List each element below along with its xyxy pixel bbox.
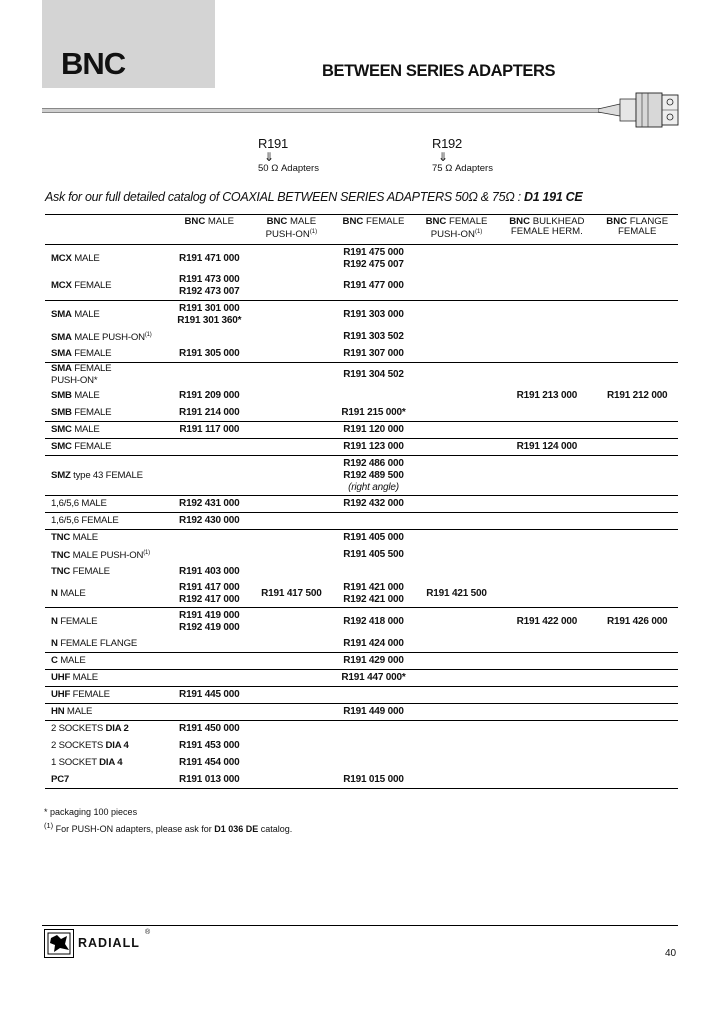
- part-number-cell: [167, 670, 252, 687]
- part-number-cell: R191 013 000: [167, 772, 252, 789]
- part-number-cell: [416, 653, 498, 670]
- series-r191: [258, 136, 319, 174]
- part-number-cell: R191 305 000: [167, 346, 252, 363]
- table-row: [45, 496, 678, 513]
- part-number-cell: [167, 704, 252, 721]
- series-r192: [432, 136, 493, 174]
- part-number-cell: [252, 346, 332, 363]
- part-number-cell: [252, 704, 332, 721]
- part-number-cell: [416, 636, 498, 653]
- connector-label: C MALE: [45, 653, 167, 670]
- part-number-cell: [497, 755, 596, 772]
- connector-label: TNC MALE: [51, 532, 98, 544]
- series-desc: 50 Ω Adapters: [258, 163, 319, 174]
- table-row: [45, 513, 678, 530]
- part-number-cell: [167, 439, 252, 456]
- connector-label: SMC FEMALE: [45, 439, 167, 456]
- part-number-cell: [596, 301, 678, 329]
- connector-label: SMA FEMALE PUSH-ON*: [51, 363, 112, 387]
- part-number-cell: [497, 564, 596, 581]
- table-row: [45, 422, 678, 439]
- part-number-cell: [497, 405, 596, 422]
- part-number-cell: R192 486 000 R192 489 500 (right angle): [331, 456, 416, 496]
- part-number-cell: [596, 273, 678, 301]
- part-number-cell: [416, 301, 498, 329]
- part-number-cell: [497, 772, 596, 789]
- part-number-cell: R191 123 000: [331, 439, 416, 456]
- connector-label: UHF FEMALE: [45, 687, 167, 704]
- part-number-cell: [252, 245, 332, 273]
- part-number-cell: R191 421 000 R192 421 000: [331, 581, 416, 608]
- part-number-cell: [497, 329, 596, 346]
- part-number-cell: [596, 653, 678, 670]
- table-row: [45, 273, 678, 301]
- part-number-cell: R191 471 000: [179, 252, 240, 264]
- part-number-cell: [497, 530, 596, 547]
- part-number-cell: R191 426 000: [606, 615, 668, 627]
- part-number-cell: [497, 245, 596, 273]
- catalog-note: [45, 190, 582, 204]
- table-row: [45, 301, 678, 329]
- series-code: R191: [258, 136, 288, 151]
- column-header: BNC BULKHEAD FEMALE HERM.: [497, 215, 596, 245]
- part-number-cell: [331, 687, 416, 704]
- column-header: BNC FEMALE PUSH-ON$^{(1)}$: [416, 215, 498, 245]
- part-number-cell: [416, 405, 498, 422]
- part-number-cell: [252, 273, 332, 301]
- connector-label: 2 SOCKETS DIA 4: [51, 740, 129, 751]
- part-number-cell: R191 419 000 R192 419 000: [179, 609, 240, 633]
- part-number-cell: [497, 513, 596, 530]
- table-row: [45, 755, 678, 772]
- part-number-cell: [416, 772, 498, 789]
- part-number-cell: [497, 704, 596, 721]
- table-row: [45, 405, 678, 422]
- part-number-cell: [416, 245, 498, 273]
- part-number-cell: [252, 439, 332, 456]
- part-number-cell: R192 432 000: [331, 496, 416, 513]
- table-row: [45, 581, 678, 608]
- table-row: [45, 704, 678, 721]
- table-row: [45, 530, 678, 547]
- part-number-cell: [416, 422, 498, 439]
- part-number-cell: [596, 329, 678, 346]
- pushon-note: $^{(1)}$ For PUSH-ON adapters, please ask for D1 036 DE catalog.: [44, 821, 293, 834]
- part-number-cell: R191 212 000: [606, 390, 668, 401]
- connector-label: N FEMALE: [51, 615, 98, 627]
- logo-text: RADIALL: [78, 936, 140, 950]
- page-number: 40: [665, 948, 677, 959]
- part-number-cell: [252, 405, 332, 422]
- table-row: [45, 653, 678, 670]
- part-number-cell: R191 405 000: [343, 532, 404, 544]
- connector-label: TNC FEMALE: [51, 566, 110, 577]
- part-number-cell: [596, 564, 678, 581]
- part-number-cell: [331, 721, 416, 738]
- column-header: [45, 215, 167, 245]
- part-number-cell: [596, 581, 678, 608]
- part-number-cell: [252, 422, 332, 439]
- down-arrow-icon: ⇓: [264, 150, 275, 164]
- part-number-cell: [416, 346, 498, 363]
- part-number-cell: [252, 329, 332, 346]
- series-tab: [42, 0, 215, 88]
- catalog-note-text: Ask for our full detailed catalog of COAXIAL BETWEEN SERIES ADAPTERS 50Ω & 75Ω :: [45, 190, 524, 204]
- table-row: [45, 738, 678, 755]
- part-number-cell: [331, 755, 416, 772]
- table-row: [45, 245, 678, 273]
- part-number-cell: [252, 636, 332, 653]
- part-number-cell: R191 429 000: [331, 653, 416, 670]
- part-number-cell: [596, 704, 678, 721]
- part-number-cell: [167, 653, 252, 670]
- part-number-cell: [596, 772, 678, 789]
- part-number-cell: [167, 456, 252, 496]
- part-number-cell: [252, 564, 332, 581]
- part-number-cell: [252, 687, 332, 704]
- part-number-cell: [497, 687, 596, 704]
- part-number-cell: [416, 329, 498, 346]
- table-row: [45, 439, 678, 456]
- part-number-cell: [331, 564, 416, 581]
- series-code: R192: [432, 136, 462, 151]
- part-number-cell: [596, 422, 678, 439]
- part-number-cell: R191 417 500: [252, 581, 332, 608]
- connector-label: SMB MALE: [51, 390, 100, 401]
- part-number-cell: [167, 636, 252, 653]
- series-desc: 75 Ω Adapters: [432, 163, 493, 174]
- part-number-cell: R191 475 000 R192 475 007: [343, 246, 404, 270]
- part-number-cell: [497, 301, 596, 329]
- packaging-note: * packaging 100 pieces: [44, 807, 138, 817]
- part-number-cell: R191 477 000: [331, 273, 416, 301]
- connector-label: 1,6/5,6 MALE: [45, 496, 167, 513]
- part-number-cell: R191 417 000 R192 417 000: [167, 581, 252, 608]
- part-number-cell: [416, 547, 498, 564]
- part-number-cell: [167, 329, 252, 346]
- part-number-cell: [497, 496, 596, 513]
- part-number-cell: R191 449 000: [331, 704, 416, 721]
- part-number-cell: R191 421 500: [416, 581, 498, 608]
- table-row: [45, 456, 678, 496]
- part-number-cell: R191 015 000: [331, 772, 416, 789]
- table-row: [45, 721, 678, 738]
- part-number-cell: R191 301 000 R191 301 360*: [177, 302, 242, 326]
- part-number-cell: R191 307 000: [331, 346, 416, 363]
- part-number-cell: [596, 738, 678, 755]
- connector-label: 1 SOCKET DIA 4: [51, 757, 123, 768]
- part-number-cell: [596, 670, 678, 687]
- part-number-cell: [497, 581, 596, 608]
- column-header: BNC MALE PUSH-ON$^{(1)}$: [252, 215, 332, 245]
- part-number-cell: [416, 721, 498, 738]
- part-number-cell: [416, 755, 498, 772]
- part-number-cell: [416, 388, 498, 405]
- part-number-cell: [497, 363, 596, 388]
- connector-label: HN MALE: [45, 704, 167, 721]
- table-row: [45, 547, 678, 564]
- part-number-cell: [596, 405, 678, 422]
- part-number-cell: [331, 738, 416, 755]
- part-number-cell: [252, 530, 332, 547]
- part-number-cell: [497, 721, 596, 738]
- part-number-cell: [252, 755, 332, 772]
- footnotes: [44, 805, 292, 836]
- part-number-cell: [596, 721, 678, 738]
- part-number-cell: [497, 738, 596, 755]
- part-number-cell: R191 473 000 R192 473 007: [167, 273, 252, 301]
- column-header: BNC FLANGE FEMALE: [596, 215, 678, 245]
- part-number-cell: [416, 363, 498, 388]
- table-row: [45, 363, 678, 388]
- part-number-cell: [252, 670, 332, 687]
- column-header: BNC FEMALE: [331, 215, 416, 245]
- connector-rod: [42, 108, 608, 113]
- table-row: [45, 636, 678, 653]
- part-number-cell: [167, 547, 252, 564]
- part-number-cell: [596, 547, 678, 564]
- part-number-cell: [167, 530, 252, 547]
- page-title: BETWEEN SERIES ADAPTERS: [322, 62, 556, 80]
- part-number-cell: [497, 273, 596, 301]
- part-number-cell: [596, 363, 678, 388]
- part-number-cell: R191 422 000: [516, 615, 578, 627]
- part-number-cell: [596, 346, 678, 363]
- bnc-connector-illustration: [598, 90, 680, 130]
- part-number-cell: [252, 772, 332, 789]
- table-row: [45, 670, 678, 687]
- part-number-cell: [416, 530, 498, 547]
- part-number-cell: [252, 608, 332, 636]
- radiall-logo: [44, 929, 150, 958]
- logo-emblem-icon: [44, 929, 74, 958]
- registered-mark: ®: [145, 929, 151, 936]
- part-number-cell: R191 214 000: [167, 405, 252, 422]
- part-number-cell: [497, 456, 596, 496]
- part-number-cell: R191 454 000: [179, 757, 240, 768]
- part-number-cell: [416, 670, 498, 687]
- connector-label: 2 SOCKETS DIA 2: [51, 723, 129, 735]
- part-number-cell: R191 447 000*: [331, 670, 416, 687]
- part-number-cell: [416, 456, 498, 496]
- part-number-cell: R191 117 000: [167, 422, 252, 439]
- part-number-cell: [167, 363, 252, 388]
- part-number-cell: R191 304 502: [343, 369, 404, 381]
- part-number-cell: [596, 636, 678, 653]
- part-number-cell: [497, 636, 596, 653]
- part-number-cell: [416, 704, 498, 721]
- part-number-cell: [252, 738, 332, 755]
- table-row: [45, 564, 678, 581]
- footer-rule: [42, 925, 678, 926]
- part-number-cell: [252, 388, 332, 405]
- table-body: [45, 245, 678, 789]
- table-row: [45, 346, 678, 363]
- connector-label: 1,6/5,6 FEMALE: [45, 513, 167, 530]
- part-number-cell: [331, 388, 416, 405]
- part-number-cell: [497, 346, 596, 363]
- part-number-cell: [596, 530, 678, 547]
- part-number-cell: R191 124 000: [497, 439, 596, 456]
- part-number-cell: R192 430 000: [167, 513, 252, 530]
- connector-label: TNC MALE PUSH-ON$^{(1)}$: [51, 550, 150, 562]
- part-number-cell: [596, 439, 678, 456]
- catalog-ref: D1 191 CE: [523, 190, 583, 204]
- part-number-cell: R191 424 000: [331, 636, 416, 653]
- part-number-cell: [596, 755, 678, 772]
- part-number-cell: R191 450 000: [179, 723, 240, 735]
- part-number-cell: R191 120 000: [331, 422, 416, 439]
- table-row: [45, 772, 678, 789]
- part-number-cell: [497, 653, 596, 670]
- connector-label: N MALE: [45, 581, 167, 608]
- part-number-cell: [252, 363, 332, 388]
- connector-label: SMZ type 43 FEMALE: [45, 456, 167, 496]
- part-number-cell: [596, 513, 678, 530]
- part-number-cell: [416, 564, 498, 581]
- part-number-cell: R192 418 000: [343, 615, 404, 627]
- part-number-cell: [252, 456, 332, 496]
- part-number-cell: [416, 687, 498, 704]
- part-number-cell: R191 215 000*: [331, 405, 416, 422]
- part-number-cell: R191 453 000: [179, 740, 240, 751]
- part-number-cell: R192 431 000: [167, 496, 252, 513]
- part-number-cell: R191 303 000: [343, 308, 404, 320]
- connector-label: SMA FEMALE: [45, 346, 167, 363]
- part-number-cell: [497, 670, 596, 687]
- part-number-cell: R191 405 500: [343, 549, 404, 560]
- connector-label: MCX MALE: [51, 252, 100, 264]
- part-number-cell: [331, 513, 416, 530]
- part-number-cell: [252, 496, 332, 513]
- part-number-cell: R191 445 000: [167, 687, 252, 704]
- part-number-cell: R191 303 502: [343, 331, 404, 342]
- table-header-row: [45, 215, 678, 245]
- connector-label: PC7: [45, 772, 167, 789]
- connector-label: N FEMALE FLANGE: [45, 636, 167, 653]
- connector-label: SMC MALE: [45, 422, 167, 439]
- adapters-table: [45, 214, 678, 789]
- part-number-cell: [416, 513, 498, 530]
- connector-label: MCX FEMALE: [45, 273, 167, 301]
- part-number-cell: [416, 439, 498, 456]
- part-number-cell: [252, 721, 332, 738]
- part-number-cell: [596, 456, 678, 496]
- table-row: [45, 687, 678, 704]
- part-number-cell: [416, 738, 498, 755]
- table-row: [45, 608, 678, 636]
- part-number-cell: [416, 496, 498, 513]
- part-number-cell: [596, 496, 678, 513]
- part-number-cell: R191 213 000: [516, 390, 578, 401]
- series-tab-title: BNC: [61, 46, 126, 81]
- part-number-cell: R191 209 000: [179, 390, 240, 401]
- part-number-cell: [416, 273, 498, 301]
- table-row: [45, 329, 678, 346]
- part-number-cell: [497, 422, 596, 439]
- table-row: [45, 388, 678, 405]
- connector-label: SMA MALE: [51, 308, 100, 320]
- part-number-cell: [596, 245, 678, 273]
- part-number-cell: [252, 513, 332, 530]
- part-number-cell: [252, 653, 332, 670]
- part-number-cell: [252, 301, 332, 329]
- column-header: BNC MALE: [167, 215, 252, 245]
- part-number-cell: [497, 547, 596, 564]
- down-arrow-icon: ⇓: [438, 150, 449, 164]
- connector-label: SMA MALE PUSH-ON$^{(1)}$: [51, 332, 152, 344]
- part-number-cell: [596, 687, 678, 704]
- part-number-cell: [252, 547, 332, 564]
- part-number-cell: R191 403 000: [179, 566, 240, 577]
- part-number-cell: [416, 608, 498, 636]
- connector-label: SMB FEMALE: [45, 405, 167, 422]
- connector-label: UHF MALE: [45, 670, 167, 687]
